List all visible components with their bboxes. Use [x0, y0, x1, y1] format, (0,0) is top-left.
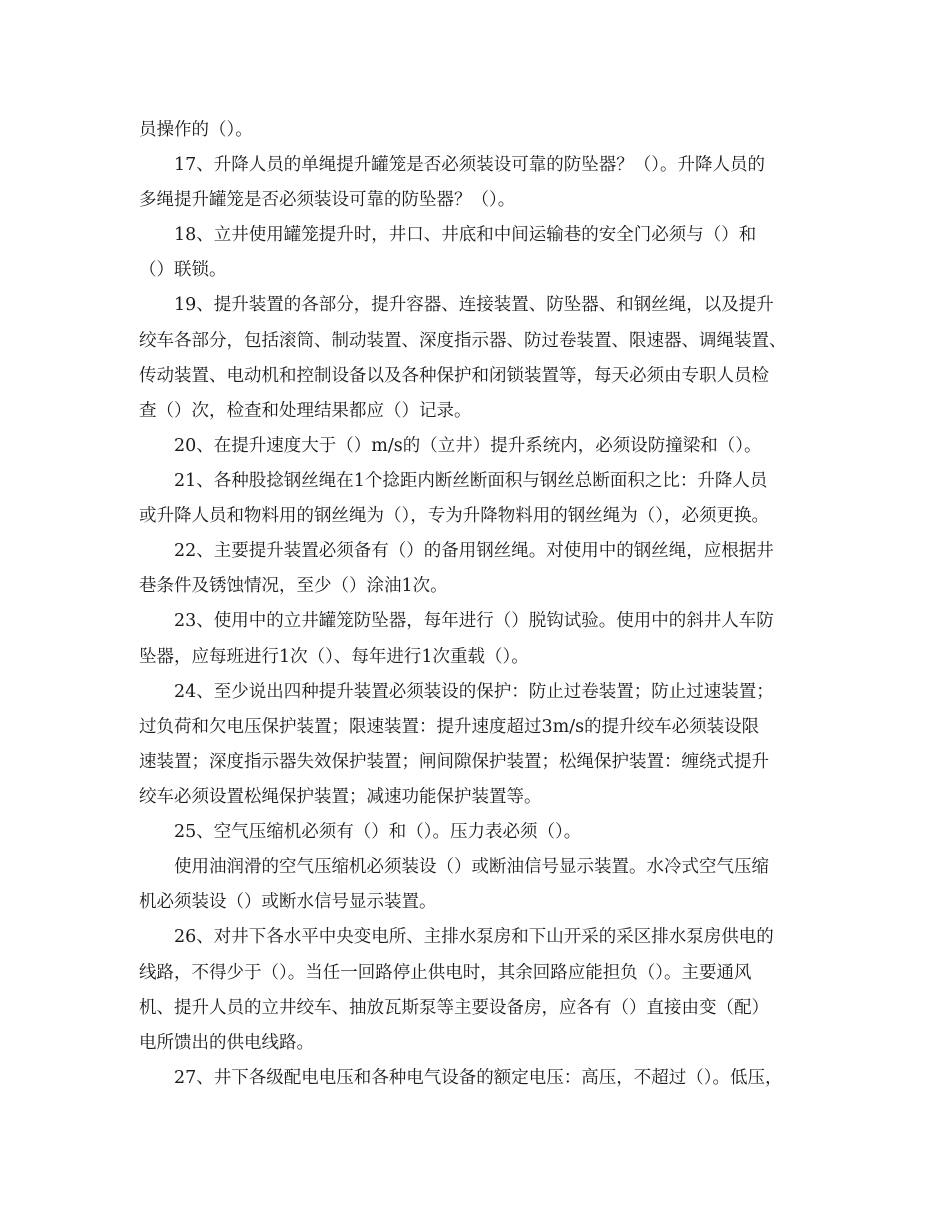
text-line: 过负荷和欠电压保护装置；限速装置：提升速度超过3m/s的提升绞车必须装设限 [139, 717, 760, 737]
text-line: 或升降人员和物料用的钢丝绳为（），专为升降物料用的钢丝绳为（），必须更换。 [139, 506, 769, 526]
text-line: 20、在提升速度大于（）m/s的（立井）提升系统内，必须设防撞梁和（）。 [174, 436, 762, 456]
text-line: 电所馈出的供电线路。 [139, 1033, 314, 1053]
text-line: 机、提升人员的立井绞车、抽放瓦斯泵等主要设备房，应各有（）直接由变（配） [139, 998, 769, 1018]
text-line: 18、立井使用罐笼提升时，井口、井底和中间运输巷的安全门必须与（）和 [174, 225, 757, 245]
text-line: 17、升降人员的单绳提升罐笼是否必须装设可靠的防坠器？（）。升降人员的 [174, 155, 766, 175]
text-line: 27、井下各级配电电压和各种电气设备的额定电压：高压，不超过（）。低压， [174, 1068, 783, 1088]
text-line: 查（）次，检查和处理结果都应（）记录。 [139, 401, 472, 421]
text-line: 机必须装设（）或断水信号显示装置。 [139, 892, 437, 912]
text-line: 速装置；深度指示器失效保护装置；闸间隙保护装置；松绳保护装置：缠绕式提升 [139, 752, 769, 772]
text-line: 24、至少说出四种提升装置必须装设的保护：防止过卷装置；防止过速装置； [174, 682, 774, 702]
text-line: 21、各种股捻钢丝绳在1个捻距内断丝断面积与钢丝总断面积之比：升降人员 [174, 471, 768, 491]
text-line: 坠器，应每班进行1次（）、每年进行1次重载（）。 [139, 647, 529, 667]
text-line: （）联锁。 [139, 260, 227, 280]
text-line: 25、空气压缩机必须有（）和（）。压力表必须（）。 [174, 822, 582, 842]
text-line: 线路，不得少于（）。当任一回路停止供电时，其余回路应能担负（）。主要通风 [139, 963, 752, 983]
text-line: 传动装置、电动机和控制设备以及各种保护和闭锁装置等，每天必须由专职人员检 [139, 366, 769, 386]
text-line: 22、主要提升装置必须备有（）的备用钢丝绳。对使用中的钢丝绳，应根据井 [174, 541, 774, 561]
text-line: 多绳提升罐笼是否必须装设可靠的防坠器？（）。 [139, 190, 516, 210]
text-line: 员操作的（）。 [139, 120, 253, 140]
text-line: 巷条件及锈蚀情况，至少（）涂油1次。 [139, 576, 448, 596]
text-line: 19、提升装置的各部分，提升容器、连接装置、防坠器、和钢丝绳，以及提升 [174, 295, 774, 315]
text-line: 绞车各部分，包括滚筒、制动装置、深度指示器、防过卷装置、限速器、调绳装置、 [139, 331, 787, 351]
text-line: 使用油润滑的空气压缩机必须装设（）或断油信号显示装置。水冷式空气压缩 [174, 857, 769, 877]
text-line: 26、对井下各水平中央变电所、主排水泵房和下山开采的采区排水泵房供电的 [174, 927, 774, 947]
text-line: 绞车必须设置松绳保护装置；减速功能保护装置等。 [139, 787, 542, 807]
text-line: 23、使用中的立井罐笼防坠器，每年进行（）脱钩试验。使用中的斜井人车防 [174, 611, 774, 631]
